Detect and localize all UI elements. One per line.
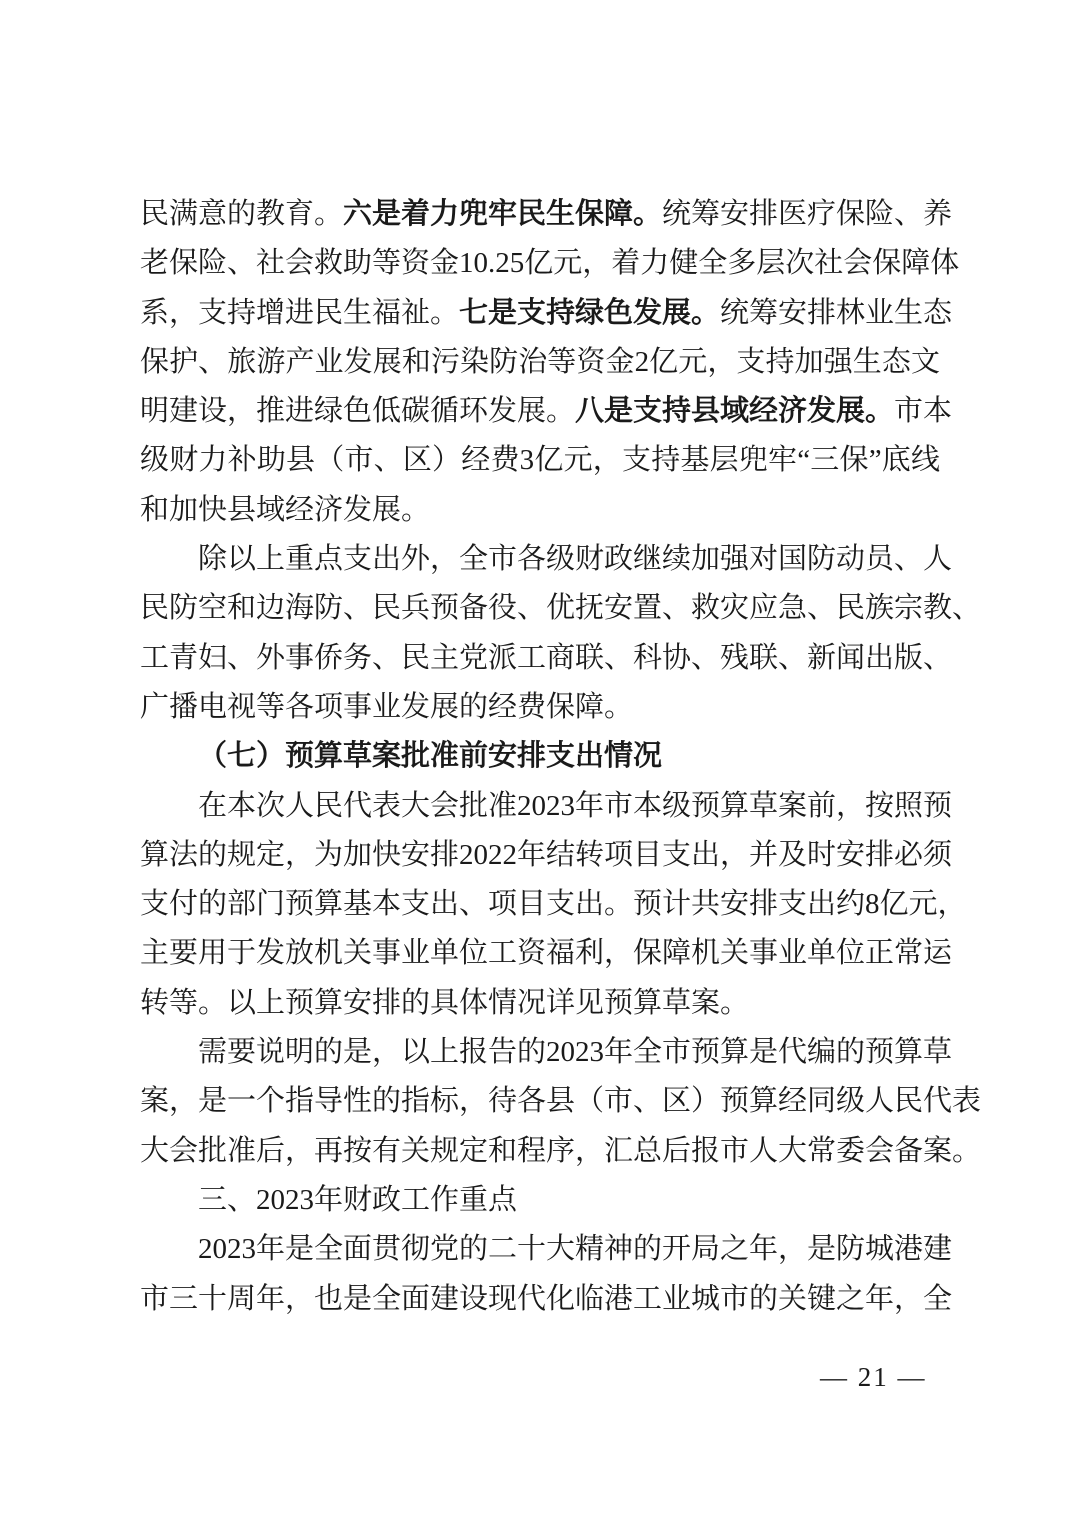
bold-phrase: 七是支持绿色发展。 [459, 296, 721, 329]
text-segment: 在本次人民代表大会批准2023年市本级预算草案前，按照预 [198, 789, 953, 822]
text-line [140, 584, 982, 633]
text-line [140, 535, 953, 584]
page-number: — 21 — [820, 1362, 927, 1392]
text-segment: 转等。以上预算安排的具体情况详见预算草案。 [140, 986, 750, 1019]
text-line [140, 782, 953, 831]
text-segment: 大会批准后，再按有关规定和程序，汇总后报市人大常委会备案。 [140, 1134, 982, 1167]
bold-phrase: 六是着力兜牢民生保障。 [343, 198, 663, 230]
text-segment: 2023年是全面贯彻党的二十大精神的开局之年，是防城港建 [198, 1233, 953, 1266]
text-line [140, 929, 953, 978]
text-line [140, 1028, 953, 1077]
text-line [140, 683, 940, 732]
text-line [140, 1077, 982, 1126]
text-line [140, 338, 940, 387]
text-line [140, 436, 940, 485]
text-line [140, 831, 953, 880]
text-segment: 统筹安排林业生态 [720, 296, 953, 329]
text-line [140, 634, 953, 683]
text-segment: 民满意的教育。 [140, 198, 344, 230]
text-segment: 案，是一个指导性的指标，待各县（市、区）预算经同级人民代表 [140, 1085, 982, 1118]
text-segment: 老保险、社会救助等资金10.25亿元，着力健全多层次社会保障体 [140, 247, 960, 280]
text-segment: 广播电视等各项事业发展的经费保障。 [140, 690, 634, 723]
section-heading [140, 1176, 940, 1225]
text-segment: 民防空和边海防、民兵预备役、优抚安置、救灾应急、民族宗教、 [140, 592, 982, 625]
text-segment: 保护、旅游产业发展和污染防治等资金2亿元，支持加强生态文 [140, 345, 940, 378]
text-segment: 系，支持增进民生福祉。 [140, 296, 460, 329]
text-segment: 和加快县域经济发展。 [140, 493, 431, 526]
text-line [140, 387, 953, 436]
text-segment: 主要用于发放机关事业单位工资福利，保障机关事业单位正常运 [140, 937, 953, 970]
text-segment: 统筹安排医疗保险、养 [662, 198, 953, 230]
text-segment: 级财力补助县（市、区）经费3亿元，支持基层兜牢“三保”底线 [140, 444, 940, 477]
text-segment: 三、2023年财政工作重点 [198, 1183, 518, 1216]
text-segment: 明建设，推进绿色低碳循环发展。 [140, 395, 576, 428]
text-segment: 需要说明的是，以上报告的2023年全市预算是代编的预算草 [198, 1036, 953, 1069]
text-line [140, 880, 967, 929]
document-body [140, 190, 982, 1324]
text-line [140, 979, 940, 1028]
text-line [140, 239, 960, 288]
text-line [140, 1275, 953, 1324]
text-segment: 市本 [894, 395, 953, 428]
text-segment: 支付的部门预算基本支出、项目支出。预计共安排支出约8亿元， [140, 888, 967, 921]
text-segment: 除以上重点支出外，全市各级财政继续加强对国防动员、人 [198, 543, 953, 576]
text-line [140, 486, 940, 535]
bold-phrase: （七）预算草案批准前安排支出情况 [198, 740, 663, 773]
text-segment: 工青妇、外事侨务、民主党派工商联、科协、残联、新闻出版、 [140, 641, 953, 674]
text-segment: 算法的规定，为加快安排2022年结转项目支出，并及时安排必须 [140, 838, 953, 871]
text-segment: 市三十周年，也是全面建设现代化临港工业城市的关键之年，全 [140, 1282, 953, 1315]
text-line [140, 1225, 953, 1274]
bold-phrase: 八是支持县域经济发展。 [575, 395, 895, 428]
text-line [140, 289, 953, 338]
text-line [140, 1127, 982, 1176]
section-heading [140, 732, 940, 781]
text-line [140, 190, 953, 239]
